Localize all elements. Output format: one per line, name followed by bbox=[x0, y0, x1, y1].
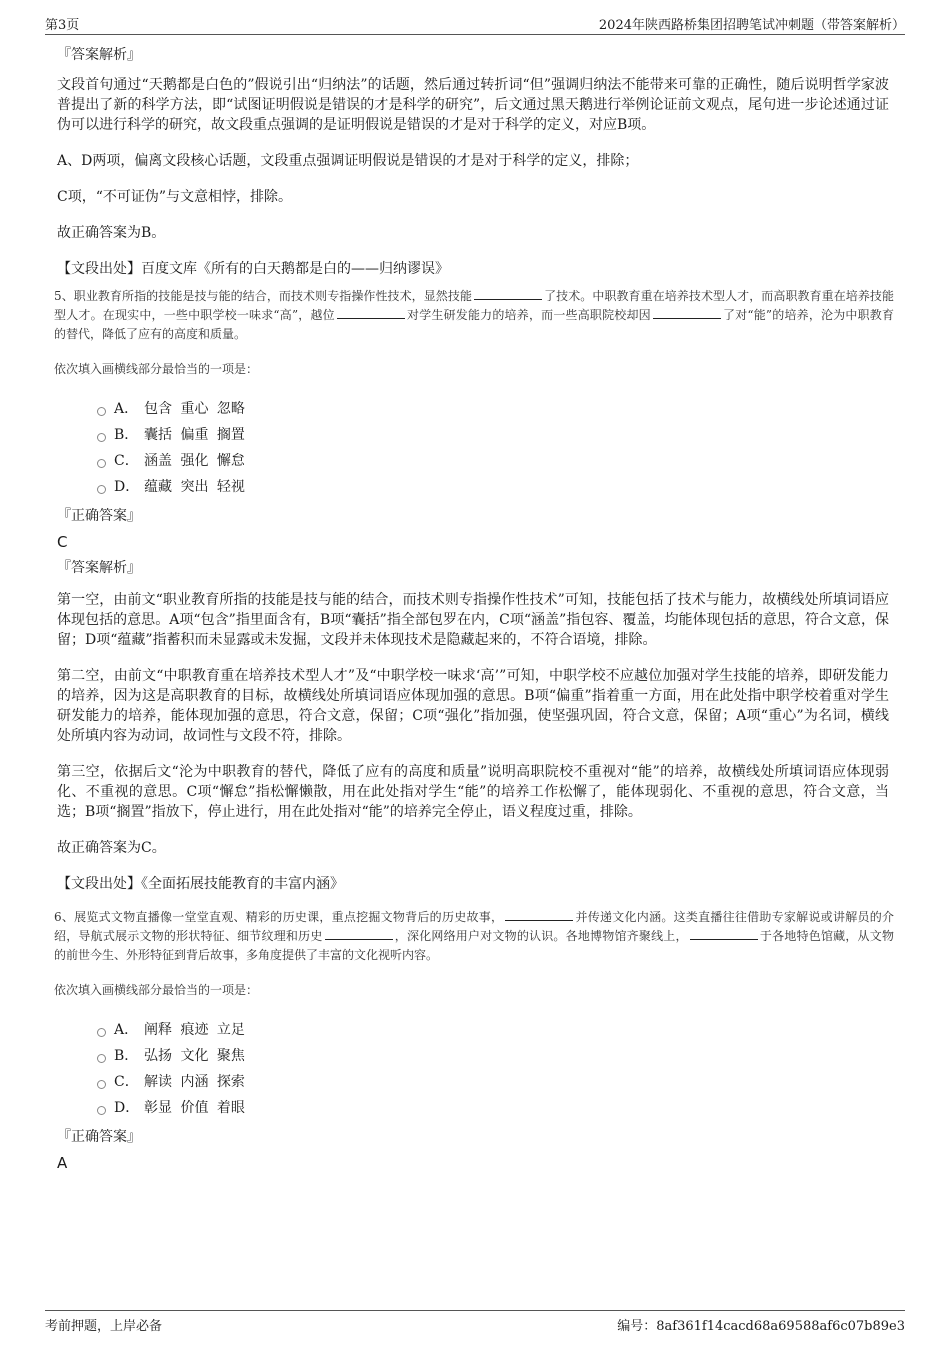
radio-icon[interactable] bbox=[97, 1054, 106, 1063]
q6-option-c[interactable]: C． 解读 内涵 探索 bbox=[97, 1069, 889, 1095]
q4-analysis-paragraph-3: C项，“不可证伪”与文意相悖，排除。 bbox=[57, 189, 293, 205]
q5-conclusion: 故正确答案为C。 bbox=[57, 840, 166, 856]
q5-analysis-paragraph-2: 第二空，由前文“中职教育重在培养技术型人才”及“中职学校一味求‘高’”可知，中职学校不应越位加强对学生技能的培养，即研发能力的培养，因为这是高职教育的目标，故横线处所填词语应体现加强的意思。B项“偏重”指着重一方面，用在此处指中职学校着重对学生研发能力的培养，能体现加强的意思，符合文意，保留；C项“强化”指加强，使坚强巩固，符合文意，保留；A项“重心”为名词，横线处所填内容为动词，故词性与文段不符，排除。 bbox=[57, 668, 889, 744]
q4-source: 【文段出处】百度文库《所有的白天鹅都是白的——归纳谬误》 bbox=[57, 261, 449, 277]
radio-icon[interactable] bbox=[97, 433, 106, 442]
q5-question-text: 5、职业教育所指的技能是技与能的结合，而技术则专指操作性技术，显然技能 了技术。中职教育重在培养技术型人才，而高职教育重在培养技能型人才。在现实中，一些中职学校一味求“高”，越位 对学生研发能力的培养，而一些高职院校却因 了对“能”的培养，沦为中职教育的替代，降低了应有的高度和质量。 bbox=[54, 289, 894, 341]
document-title: 2024年陕西路桥集团招聘笔试冲刺题（带答案解析） bbox=[598, 18, 905, 33]
q5-analysis-heading: 『答案解析』 bbox=[57, 560, 141, 576]
radio-icon[interactable] bbox=[97, 407, 106, 416]
q5-option-d[interactable]: D． 蕴藏 突出 轻视 bbox=[97, 474, 889, 500]
q4-analysis-heading: 『答案解析』 bbox=[57, 47, 141, 63]
document-code: 编号：8af361f14cacd68a69588af6c07b89e3 bbox=[617, 1319, 905, 1334]
q6-options bbox=[97, 1017, 889, 1121]
radio-icon[interactable] bbox=[97, 1028, 106, 1037]
q4-analysis-paragraph-1: 文段首句通过“天鹅都是白色的”假说引出“归纳法”的话题，然后通过转折词“但”强调归纳法不能带来可靠的正确性，随后说明哲学家波普提出了新的科学方法，即“试图证明假说是错误的才是科学的研究”，后文通过黑天鹅进行举例论证前文观点，尾句进一步论述通过证伪可以进行科学的研究，故文段重点强调的是证明假说是错误的才是对于科学的定义，对应B项。 bbox=[57, 77, 889, 133]
fill-blank bbox=[337, 306, 405, 319]
radio-icon[interactable] bbox=[97, 459, 106, 468]
radio-icon[interactable] bbox=[97, 1080, 106, 1089]
q6-question-text: 6、展览式文物直播像一堂堂直观、精彩的历史课，重点挖掘文物背后的历史故事， 并传递文化内涵。这类直播往往借助专家解说或讲解员的介绍，导航式展示文物的形状特征、细节纹理和历史 ，深化网络用户对文物的认识。各地博物馆齐聚线上， 于各地特色馆藏，从文物的前世今生、外形特征到背后故事，多角度提供了丰富的文化视听内容。 bbox=[54, 910, 894, 962]
fill-blank bbox=[505, 908, 573, 921]
page-header bbox=[45, 12, 905, 35]
q5-options bbox=[97, 396, 889, 500]
q5-analysis-paragraph-1: 第一空，由前文“职业教育所指的技能是技与能的结合，而技术则专指操作性技术”可知，技能包括了技术与能力，故横线处所填词语应体现包括的意思。A项“包含”指里面含有，B项“囊括”指全部包罗在内，C项“涵盖”指包容、覆盖，均能体现包括的意思，符合文意，保留；D项“蕴藏”指蓄积而未显露或未发掘，文段并未体现技术是隐藏起来的，不符合语境，排除。 bbox=[57, 592, 889, 648]
fill-blank bbox=[653, 306, 721, 319]
fill-blank bbox=[325, 927, 393, 940]
page-number: 第3页 bbox=[45, 18, 80, 33]
page-footer bbox=[45, 1310, 905, 1335]
q6-prompt: 依次填入画横线部分最恰当的一项是： bbox=[54, 983, 259, 997]
radio-icon[interactable] bbox=[97, 485, 106, 494]
q5-prompt: 依次填入画横线部分最恰当的一项是： bbox=[54, 362, 259, 376]
q5-option-c[interactable]: C． 涵盖 强化 懈怠 bbox=[97, 448, 889, 474]
q6-answer: A bbox=[57, 1154, 68, 1172]
q6-option-b[interactable]: B． 弘扬 文化 聚焦 bbox=[97, 1043, 889, 1069]
q4-conclusion: 故正确答案为B。 bbox=[57, 225, 166, 241]
footer-slogan: 考前押题，上岸必备 bbox=[45, 1319, 163, 1334]
fill-blank bbox=[474, 287, 542, 300]
q4-analysis-paragraph-2: A、D两项，偏离文段核心话题，文段重点强调证明假说是错误的才是对于科学的定义，排除； bbox=[57, 153, 639, 169]
q5-source: 【文段出处】《全面拓展技能教育的丰富内涵》 bbox=[57, 876, 344, 892]
q5-answer-heading: 『正确答案』 bbox=[57, 508, 141, 524]
q5-analysis-paragraph-3: 第三空，依据后文“沦为中职教育的替代，降低了应有的高度和质量”说明高职院校不重视对“能”的培养，故横线处所填词语应体现弱化、不重视的意思。C项“懈怠”指松懈懒散，用在此处指对学生“能”的培养工作松懈了，能体现弱化、不重视的意思，符合文意，当选；B项“搁置”指放下，停止进行，用在此处指对“能”的培养完全停止，语义程度过重，排除。 bbox=[57, 764, 889, 820]
page-content bbox=[54, 45, 894, 1179]
fill-blank bbox=[690, 927, 758, 940]
q5-option-a[interactable]: A． 包含 重心 忽略 bbox=[97, 396, 889, 422]
q6-option-a[interactable]: A． 阐释 痕迹 立足 bbox=[97, 1017, 889, 1043]
q5-answer: C bbox=[57, 533, 68, 551]
q6-answer-heading: 『正确答案』 bbox=[57, 1129, 141, 1145]
q6-option-d[interactable]: D． 彰显 价值 着眼 bbox=[97, 1095, 889, 1121]
radio-icon[interactable] bbox=[97, 1106, 106, 1115]
q5-option-b[interactable]: B． 囊括 偏重 搁置 bbox=[97, 422, 889, 448]
